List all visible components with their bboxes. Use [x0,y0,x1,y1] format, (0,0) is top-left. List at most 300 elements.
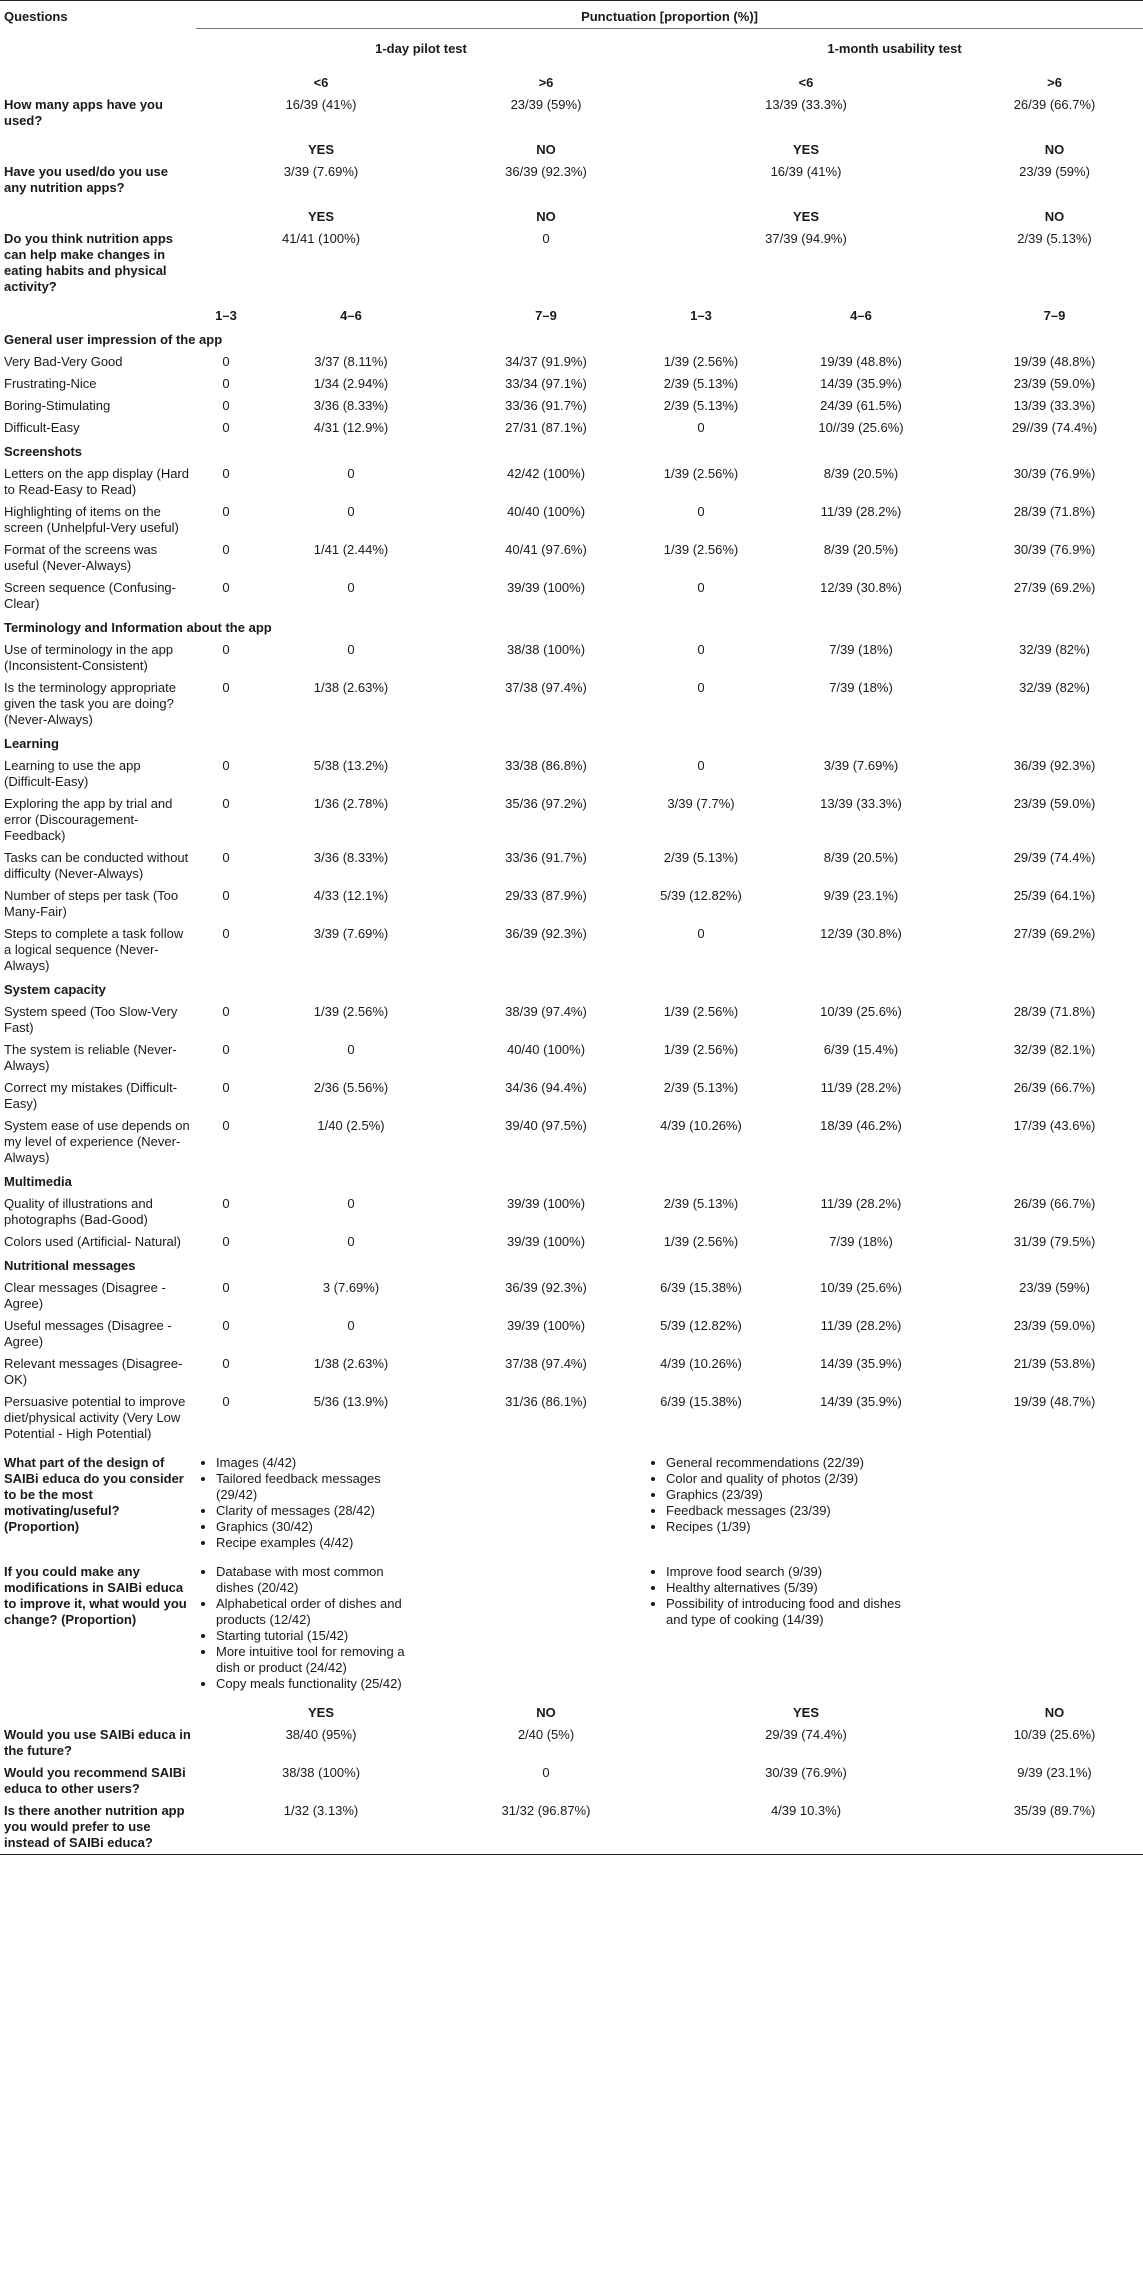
modify-question: If you could make any modifications in SAIBi educa to improve it, what would you change? (Proportion) [4,1564,187,1627]
item-value: 4/33 (12.1%) [313,888,389,903]
nutrition-apps-option-label: NO [1044,142,1065,157]
item-value: 29/33 (87.9%) [505,888,587,903]
item-value: 14/39 (35.9%) [820,1356,902,1371]
item-value: 1/38 (2.63%) [313,680,389,695]
item-row [0,677,1143,731]
item-value: 3/36 (8.33%) [313,398,389,413]
item-value: 24/39 (61.5%) [820,398,902,413]
item-value: 23/39 (59%) [1019,1280,1090,1295]
apps-help-value: 37/39 (94.9%) [765,231,847,246]
item-value: 3/39 (7.69%) [313,926,389,941]
nutrition-apps-values-row [0,161,1143,199]
item-row [0,885,1143,923]
item-value: 2/39 (5.13%) [663,1196,739,1211]
list-item: • Improve food search (9/39) [666,1564,903,1580]
item-label: Quality of illustrations and photographs (Bad-Good) [4,1196,153,1227]
scale-label: 4–6 [850,308,872,323]
item-value: 1/34 (2.94%) [313,376,389,391]
item-label: Frustrating-Nice [4,376,97,391]
item-value: 40/40 (100%) [506,1042,586,1057]
item-row [0,539,1143,577]
item-label: Persuasive potential to improve diet/physical activity (Very Low Potential - High Potential) [4,1394,186,1441]
item-value: 38/39 (97.4%) [505,1004,587,1019]
item-value: 8/39 (20.5%) [823,466,899,481]
item-value: 23/39 (59.0%) [1013,796,1096,811]
final-option-label: NO [1044,1705,1065,1720]
item-value: 1/40 (2.5%) [317,1118,385,1133]
scale-label: 1–3 [690,308,712,323]
item-value: 4/31 (12.9%) [313,420,389,435]
list-item: • Database with most common dishes (20/42) [216,1564,406,1596]
apps-help-option-label: YES [307,209,334,224]
list-item: • Copy meals functionality (25/42) [216,1676,406,1692]
item-value: 0 [222,580,230,595]
item-value: 0 [222,1318,230,1333]
item-value: 2/36 (5.56%) [313,1080,389,1095]
modify-pilot-list [200,1564,406,1692]
item-value: 36/39 (92.3%) [505,926,587,941]
item-value: 27/39 (69.2%) [1013,580,1096,595]
item-label: Useful messages (Disagree - Agree) [4,1318,172,1349]
final-value: 0 [542,1765,550,1780]
item-value: 30/39 (76.9%) [1013,542,1096,557]
section-title: Learning [4,736,59,751]
item-value: 3/39 (7.69%) [823,758,899,773]
section-title: System capacity [4,982,106,997]
item-row [0,1315,1143,1353]
final-value: 2/40 (5%) [517,1727,575,1742]
item-value: 0 [697,580,705,595]
item-value: 12/39 (30.8%) [820,926,902,941]
item-row [0,351,1143,373]
item-value: 0 [347,1042,355,1057]
motivating-question: What part of the design of SAIBi educa do you consider to be the most motivating/useful? (Proportion) [4,1455,184,1534]
apps-used-option-label: <6 [798,75,814,90]
item-value: 0 [222,1080,230,1095]
item-value: 5/39 (12.82%) [660,888,742,903]
list-item: • Images (4/42) [216,1455,406,1471]
item-value: 37/38 (97.4%) [505,680,587,695]
item-value: 1/39 (2.56%) [663,466,739,481]
apps-used-question: How many apps have you used? [4,97,163,128]
item-row [0,501,1143,539]
item-value: 39/39 (100%) [506,1318,586,1333]
item-value: 1/39 (2.56%) [663,1042,739,1057]
item-row [0,755,1143,793]
empty-cell [0,132,196,161]
final-value: 4/39 10.3%) [646,1800,966,1855]
item-value: 33/36 (91.7%) [505,850,587,865]
list-item: • Tailored feedback messages (29/42) [216,1471,406,1503]
item-value: 28/39 (71.8%) [1013,504,1096,519]
item-value: 1/41 (2.44%) [313,542,389,557]
nutrition-apps-options-row [0,132,1143,161]
item-value: 19/39 (48.7%) [1013,1394,1096,1409]
item-value: 0 [347,580,355,595]
final-value: 10/39 (25.6%) [1013,1727,1096,1742]
item-value: 11/39 (28.2%) [820,504,902,519]
item-value: 40/41 (97.6%) [505,542,587,557]
item-value: 33/34 (97.1%) [505,376,587,391]
final-question-row [0,1724,1143,1762]
scale-label: 7–9 [535,308,557,323]
item-value: 1/36 (2.78%) [313,796,389,811]
item-row [0,793,1143,847]
item-value: 23/39 (59.0%) [1013,1318,1096,1333]
list-item: • Alphabetical order of dishes and products (12/42) [216,1596,406,1628]
item-value: 0 [697,680,705,695]
questions-header: Questions [0,1,196,29]
item-row [0,639,1143,677]
apps-used-options-row [0,65,1143,94]
apps-help-question: Do you think nutrition apps can help make changes in eating habits and physical activity? [4,231,173,294]
item-label: Format of the screens was useful (Never-Always) [4,542,158,573]
item-value: 0 [347,642,355,657]
final-options-row [0,1695,1143,1724]
item-value: 39/40 (97.5%) [505,1118,587,1133]
item-value: 39/39 (100%) [506,580,586,595]
item-label: Boring-Stimulating [4,398,111,413]
item-row [0,923,1143,977]
item-value: 37/38 (97.4%) [505,1356,587,1371]
item-value: 2/39 (5.13%) [663,850,739,865]
item-label: Highlighting of items on the screen (Unhelpful-Very useful) [4,504,179,535]
item-value: 0 [222,642,230,657]
item-value: 35/36 (97.2%) [505,796,587,811]
item-value: 1/39 (2.56%) [663,542,739,557]
item-value: 0 [697,926,705,941]
empty-cell [0,199,196,228]
final-value: 35/39 (89.7%) [966,1800,1143,1855]
item-value: 0 [222,758,230,773]
item-value: 25/39 (64.1%) [1013,888,1096,903]
item-value: 33/38 (86.8%) [505,758,587,773]
section-title: General user impression of the app [4,332,223,347]
item-label: The system is reliable (Never-Always) [4,1042,177,1073]
item-value: 32/39 (82.1%) [1013,1042,1096,1057]
item-value: 21/39 (53.8%) [1013,1356,1096,1371]
item-value: 0 [222,542,230,557]
apps-used-option-label: <6 [313,75,329,90]
apps-used-option-label: >6 [1047,75,1062,90]
item-row [0,1231,1143,1253]
item-row [0,373,1143,395]
item-value: 14/39 (35.9%) [820,1394,902,1409]
item-value: 19/39 (48.8%) [820,354,902,369]
item-label: Letters on the app display (Hard to Read-Easy to Read) [4,466,189,497]
item-label: Very Bad-Very Good [4,354,123,369]
list-item: • Recipes (1/39) [666,1519,903,1535]
final-value: 9/39 (23.1%) [1017,1765,1092,1780]
final-value: 29/39 (74.4%) [765,1727,847,1742]
motivating-pilot-list-cell [196,1445,646,1554]
item-value: 8/39 (20.5%) [823,850,899,865]
apps-help-option-label: NO [1044,209,1065,224]
table-body [0,65,1143,1855]
item-value: 17/39 (43.6%) [1013,1118,1096,1133]
empty-cell [0,65,196,94]
item-value: 11/39 (28.2%) [820,1196,902,1211]
item-value: 2/39 (5.13%) [663,398,739,413]
motivating-usability-list [650,1455,903,1535]
section-title: Multimedia [4,1174,72,1189]
item-value: 7/39 (18%) [829,680,893,695]
item-value: 4/39 (10.26%) [660,1118,742,1133]
item-row [0,463,1143,501]
item-value: 6/39 (15.4%) [823,1042,899,1057]
list-item: • Feedback messages (23/39) [666,1503,903,1519]
item-value: 18/39 (46.2%) [820,1118,902,1133]
item-value: 36/39 (92.3%) [505,1280,587,1295]
final-option-label: NO [536,1705,556,1720]
list-item: • Recipe examples (4/42) [216,1535,406,1551]
item-value: 0 [222,420,230,435]
item-value: 10//39 (25.6%) [818,420,904,435]
scale-label: 4–6 [340,308,362,323]
item-value: 19/39 (48.8%) [1013,354,1096,369]
item-value: 2/39 (5.13%) [663,1080,739,1095]
final-value: 30/39 (76.9%) [765,1765,847,1780]
item-value: 8/39 (20.5%) [823,542,899,557]
item-value: 1/39 (2.56%) [663,1004,739,1019]
item-label: Difficult-Easy [4,420,80,435]
item-value: 0 [222,1394,230,1409]
pilot-test-header: 1-day pilot test [196,29,646,66]
item-value: 0 [347,1234,355,1249]
item-value: 33/36 (91.7%) [505,398,587,413]
item-value: 11/39 (28.2%) [820,1080,902,1095]
item-value: 31/39 (79.5%) [1013,1234,1096,1249]
list-item: • Graphics (30/42) [216,1519,406,1535]
item-value: 0 [222,1196,230,1211]
modify-pilot-list-cell [196,1554,646,1695]
list-item: • More intuitive tool for removing a dish or product (24/42) [216,1644,406,1676]
section-header-row [0,1169,1143,1193]
final-value: 1/32 (3.13%) [196,1800,446,1855]
motivating-row [0,1445,1143,1554]
item-value: 10/39 (25.6%) [820,1004,902,1019]
apps-help-options-row [0,199,1143,228]
item-label: Use of terminology in the app (Inconsistent-Consistent) [4,642,174,673]
item-label: Screen sequence (Confusing-Clear) [4,580,176,611]
item-label: System speed (Too Slow-Very Fast) [4,1004,178,1035]
item-value: 0 [697,758,705,773]
item-value: 0 [222,504,230,519]
item-value: 29//39 (74.4%) [1011,420,1098,435]
item-value: 0 [222,850,230,865]
item-value: 29/39 (74.4%) [1013,850,1096,865]
item-value: 23/39 (59.0%) [1013,376,1096,391]
empty-cell [0,298,196,327]
item-value: 39/39 (100%) [506,1234,586,1249]
item-value: 0 [222,398,230,413]
section-title: Screenshots [4,444,83,459]
punctuation-header: Punctuation [proportion (%)] [196,1,1143,29]
item-value: 4/39 (10.26%) [660,1356,742,1371]
item-row [0,1001,1143,1039]
motivating-pilot-list [200,1455,406,1551]
item-value: 31/36 (86.1%) [505,1394,587,1409]
item-value: 7/39 (18%) [829,642,893,657]
item-value: 7/39 (18%) [829,1234,893,1249]
scale-label: 7–9 [1043,308,1066,323]
item-value: 0 [222,680,230,695]
final-value: 31/32 (96.87%) [446,1800,646,1855]
final-option-label: YES [307,1705,334,1720]
nutrition-apps-value: 23/39 (59%) [1019,164,1090,179]
item-value: 6/39 (15.38%) [660,1394,742,1409]
item-value: 0 [697,642,705,657]
section-header-row [0,615,1143,639]
item-value: 0 [222,1004,230,1019]
motivating-usability-list-cell [646,1445,1143,1554]
item-value: 38/38 (100%) [506,642,586,657]
item-value: 3 (7.69%) [322,1280,380,1295]
item-value: 40/40 (100%) [506,504,586,519]
final-question-row [0,1762,1143,1800]
item-value: 0 [697,504,705,519]
modify-usability-list-cell [646,1554,1143,1695]
apps-help-value: 2/39 (5.13%) [1017,231,1092,246]
item-label: Tasks can be conducted without difficulty (Never-Always) [4,850,189,881]
item-row [0,577,1143,615]
item-value: 3/39 (7.7%) [667,796,735,811]
item-row [0,417,1143,439]
item-value: 28/39 (71.8%) [1013,1004,1096,1019]
apps-used-value: 16/39 (41%) [285,97,357,112]
item-value: 0 [222,796,230,811]
scale-label: 1–3 [215,308,237,323]
item-value: 32/39 (82%) [1019,642,1090,657]
item-value: 27/39 (69.2%) [1013,926,1096,941]
item-label: Number of steps per task (Too Many-Fair) [4,888,179,919]
section-header-row [0,327,1143,351]
item-value: 14/39 (35.9%) [820,376,902,391]
item-value: 39/39 (100%) [506,1196,586,1211]
final-question: Is there another nutrition app you would prefer to use instead of SAIBi educa? [0,1800,196,1855]
item-value: 10/39 (25.6%) [820,1280,902,1295]
final-value: 38/40 (95%) [285,1727,357,1742]
apps-help-value: 41/41 (100%) [281,231,361,246]
item-value: 34/37 (91.9%) [505,354,587,369]
item-value: 12/39 (30.8%) [820,580,902,595]
item-value: 0 [222,1042,230,1057]
nutrition-apps-option-label: YES [792,142,819,157]
item-label: Correct my mistakes (Difficult-Easy) [4,1080,178,1111]
list-item: • Graphics (23/39) [666,1487,903,1503]
item-value: 26/39 (66.7%) [1013,1196,1096,1211]
section-title: Nutritional messages [4,1258,136,1273]
item-row [0,1193,1143,1231]
final-question-row [0,1800,1143,1855]
item-row [0,1391,1143,1445]
list-item: • Possibility of introducing food and dishes and type of cooking (14/39) [666,1596,903,1628]
section-header-row [0,439,1143,463]
item-row [0,1353,1143,1391]
item-value: 6/39 (15.38%) [660,1280,742,1295]
item-value: 0 [222,376,230,391]
list-item: • Clarity of messages (28/42) [216,1503,406,1519]
nutrition-apps-option-label: YES [307,142,334,157]
item-value: 9/39 (23.1%) [823,888,899,903]
item-label: System ease of use depends on my level of experience (Never-Always) [4,1118,190,1165]
item-value: 1/39 (2.56%) [663,1234,739,1249]
item-value: 26/39 (66.7%) [1013,1080,1096,1095]
item-label: Is the terminology appropriate given the task you are doing? (Never-Always) [4,680,176,727]
item-value: 13/39 (33.3%) [820,796,902,811]
item-value: 0 [347,466,355,481]
scale-header-row [0,298,1143,327]
apps-help-option-label: YES [792,209,819,224]
item-value: 1/39 (2.56%) [663,354,739,369]
item-value: 0 [347,1196,355,1211]
apps-used-value: 23/39 (59%) [510,97,582,112]
item-value: 0 [697,420,705,435]
item-value: 36/39 (92.3%) [1013,758,1096,773]
usability-test-header: 1-month usability test [646,29,1143,66]
item-value: 0 [222,1280,230,1295]
list-item: • General recommendations (22/39) [666,1455,903,1471]
section-title: Terminology and Information about the app [4,620,272,635]
section-header-row [0,731,1143,755]
item-value: 5/36 (13.9%) [313,1394,389,1409]
final-question: Would you use SAIBi educa in the future? [4,1727,191,1758]
empty-cell [0,1695,196,1724]
nutrition-apps-question: Have you used/do you use any nutrition apps? [4,164,168,195]
item-value: 1/39 (2.56%) [313,1004,389,1019]
final-option-label: YES [792,1705,819,1720]
item-value: 3/37 (8.11%) [314,354,388,369]
item-value: 3/36 (8.33%) [313,850,389,865]
item-value: 0 [222,926,230,941]
item-value: 42/42 (100%) [506,466,586,481]
item-value: 13/39 (33.3%) [1013,398,1096,413]
item-value: 0 [222,1118,230,1133]
item-label: Relevant messages (Disagree-OK) [4,1356,183,1387]
item-value: 0 [222,1356,230,1371]
item-value: 0 [347,1318,355,1333]
nutrition-apps-option-label: NO [536,142,556,157]
item-row [0,1115,1143,1169]
item-value: 0 [347,504,355,519]
item-label: Colors used (Artificial- Natural) [4,1234,181,1249]
item-label: Learning to use the app (Difficult-Easy) [4,758,141,789]
apps-help-values-row [0,228,1143,298]
modify-usability-list [650,1564,903,1628]
apps-used-option-label: >6 [538,75,554,90]
item-row [0,395,1143,417]
item-label: Steps to complete a task follow a logical sequence (Never-Always) [4,926,184,973]
item-value: 0 [222,354,230,369]
apps-used-values-row [0,94,1143,132]
list-item: • Healthy alternatives (5/39) [666,1580,903,1596]
item-value: 32/39 (82%) [1019,680,1090,695]
item-value: 34/36 (94.4%) [505,1080,587,1095]
apps-help-option-label: NO [536,209,556,224]
list-item: • Color and quality of photos (2/39) [666,1471,903,1487]
final-question: Would you recommend SAIBi educa to other users? [4,1765,186,1796]
item-value: 11/39 (28.2%) [820,1318,902,1333]
apps-help-value: 0 [542,231,550,246]
nutrition-apps-value: 36/39 (92.3%) [505,164,587,179]
item-value: 2/39 (5.13%) [663,376,739,391]
list-item: • Starting tutorial (15/42) [216,1628,406,1644]
section-header-row [0,977,1143,1001]
apps-used-value: 13/39 (33.3%) [765,97,847,112]
item-value: 0 [222,888,230,903]
item-label: Exploring the app by trial and error (Discouragement-Feedback) [4,796,173,843]
final-value: 38/38 (100%) [281,1765,361,1780]
